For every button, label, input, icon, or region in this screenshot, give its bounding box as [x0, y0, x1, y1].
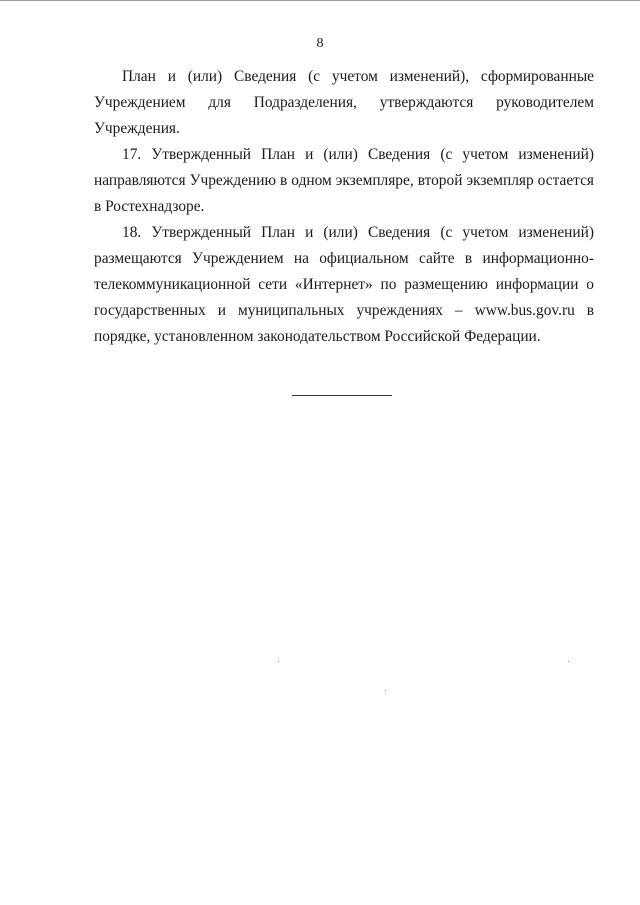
scan-speck [278, 661, 279, 662]
paragraph-18: 18. Утвержденный План и (или) Сведения (с учетом изменений) размещаются Учреждением на официальном сайте в информационно-телекоммуникационной сети «Интернет» по размещению информации о государственных и муниципальных учреждениях – www.bus.gov.ru в порядке, установленном законодательством Российской Федерации. [94, 224, 594, 345]
page-number: 8 [316, 36, 324, 51]
closing-separator-line [292, 395, 392, 396]
scan-speck [385, 690, 386, 691]
paragraph-17: 17. Утвержденный План и (или) Сведения (с учетом изменений) направляются Учреждению в одном экземпляре, второй экземпляр остается в Ростехнадзоре. [94, 146, 594, 215]
document-body [94, 64, 594, 350]
paragraph-approval: План и (или) Сведения (с учетом изменений), сформированные Учреждением для Подразделения, утверждаются руководителем Учреждения. [94, 68, 594, 137]
top-edge-line [0, 0, 640, 1]
scan-speck [568, 661, 569, 662]
